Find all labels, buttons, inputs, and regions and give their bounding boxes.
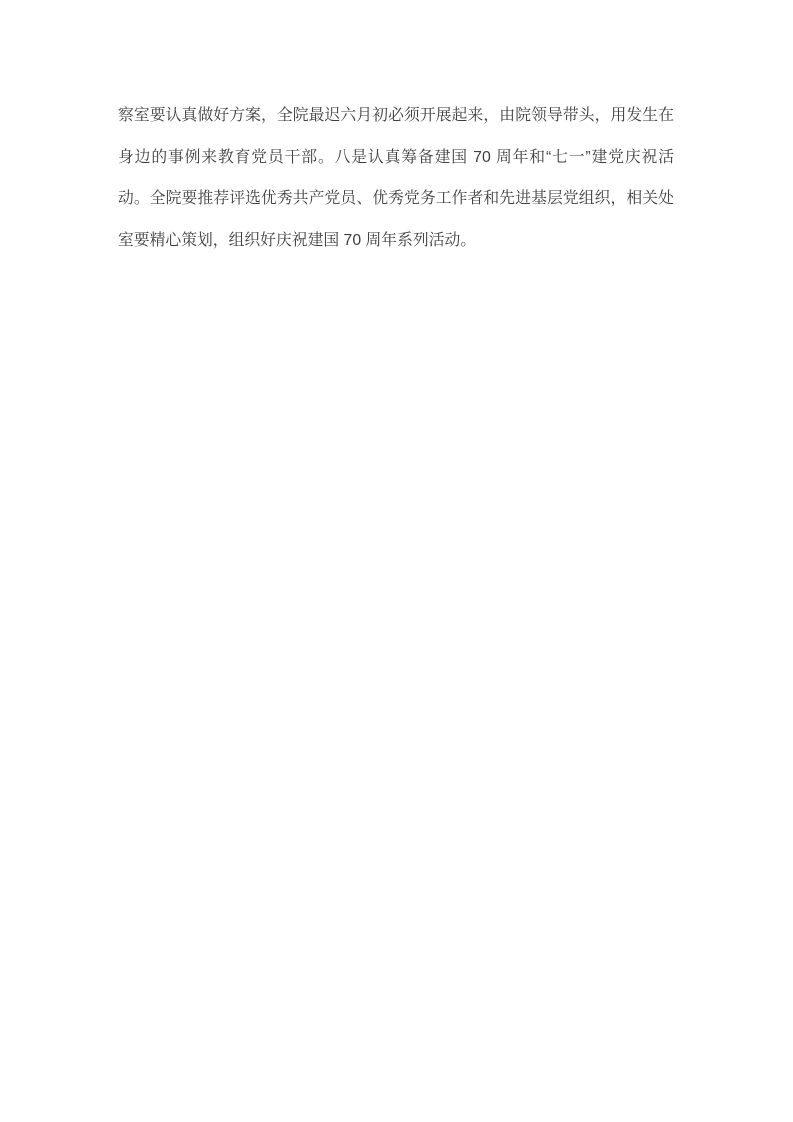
body-paragraph: [118, 95, 674, 261]
text-line-2: 身边的事例来教育党员干部。八是认真筹备建国 70 周年和“七一”建党庆祝活: [118, 148, 674, 166]
text-line-4: 室要精心策划，组织好庆祝建国 70 周年系列活动。: [118, 231, 477, 249]
text-line-3: 动。全院要推荐评选优秀共产党员、优秀党务工作者和先进基层党组织，相关处: [118, 190, 674, 207]
text-line-1: 察室要认真做好方案，全院最迟六月初必须开展起来，由院领导带头，用发生在: [118, 107, 674, 124]
